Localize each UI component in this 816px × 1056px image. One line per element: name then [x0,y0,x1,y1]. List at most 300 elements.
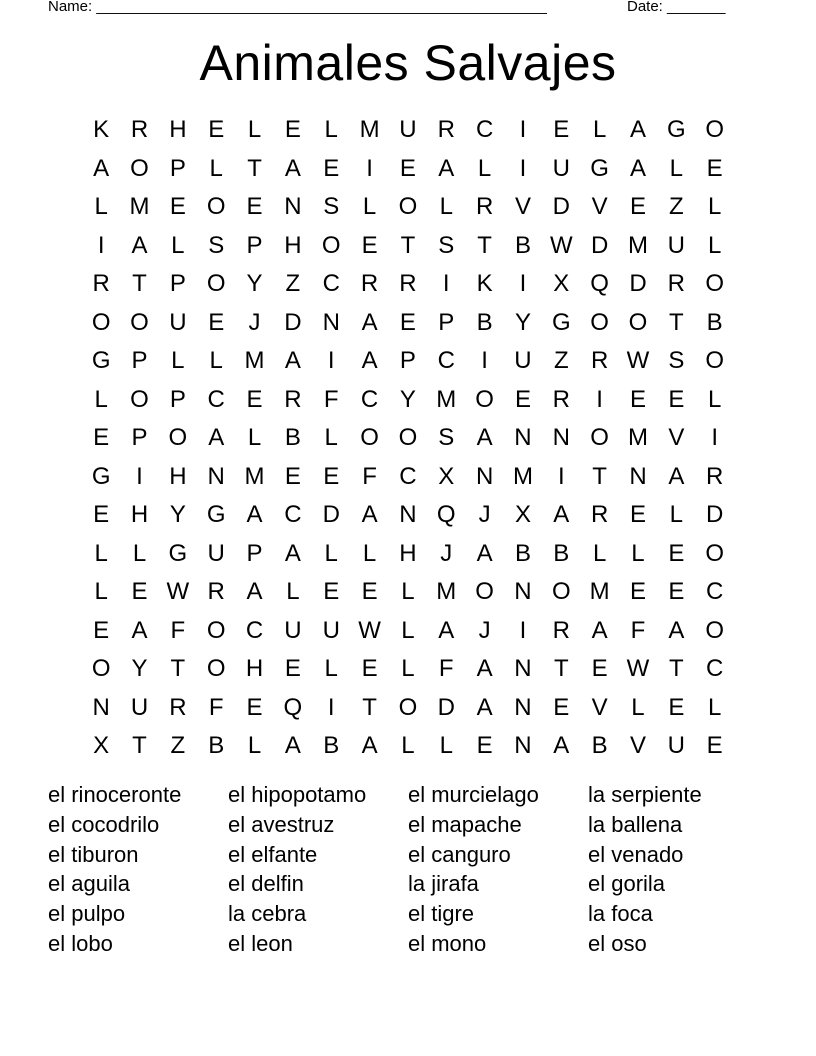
grid-letter: D [322,501,340,528]
grid-letter: E [629,385,646,413]
grid-letter: E [706,154,723,182]
grid-letter: L [631,693,645,721]
grid-letter: R [207,578,225,605]
grid-letter: N [207,462,225,490]
grid-letter: E [169,193,186,220]
grid-letter: E [361,231,378,259]
grid-row [82,573,734,612]
grid-letter: E [668,578,685,605]
word-list-item: el pulpo [48,901,126,927]
grid-letter: O [360,424,379,451]
grid-letter: P [246,231,263,259]
grid-letter: E [629,578,646,605]
word-list-item: el mono [408,930,487,956]
grid-letter: O [206,193,226,220]
grid-letter: L [324,539,338,567]
grid-letter: A [438,616,455,644]
grid-letter: P [246,539,263,567]
grid-letter: J [248,308,261,336]
grid-letter: X [93,732,110,759]
grid-letter: J [478,616,491,644]
grid-row [82,419,734,458]
grid-letter: K [476,270,493,297]
grid-letter: O [705,347,724,374]
grid-letter: E [668,539,685,567]
grid-letter: L [401,616,415,644]
grid-letter: C [322,270,340,297]
grid-letter: N [322,308,340,336]
grid-letter: G [91,347,111,374]
grid-letter: A [591,616,608,644]
grid-letter: N [514,424,532,451]
grid-letter: V [591,693,608,721]
grid-letter: V [591,193,608,220]
grid-letter: S [323,193,340,220]
grid-letter: A [668,462,685,490]
grid-letter: B [514,231,531,259]
grid-row [82,342,734,381]
word-list-item: el aguila [48,871,130,897]
grid-letter: T [553,655,569,682]
grid-letter: L [286,578,300,605]
grid-letter: O [475,578,494,605]
grid-letter: E [361,578,378,605]
grid-letter: T [477,231,492,259]
grid-letter: C [284,501,302,528]
grid-letter: H [245,655,264,682]
grid-letter: G [206,501,226,528]
grid-letter: W [626,655,650,682]
grid-letter: A [284,732,301,759]
grid-letter: R [360,270,379,297]
grid-letter: N [514,732,532,759]
grid-letter: D [437,693,455,721]
grid-letter: E [284,116,301,143]
grid-letter: A [668,616,685,644]
grid-letter: X [553,270,570,297]
grid-letter: P [131,424,148,451]
word-list-item: el gorila [588,871,666,897]
grid-letter: E [131,578,148,605]
word-list-item: el elfante [228,841,318,867]
grid-letter: T [400,231,416,259]
grid-letter: C [475,116,494,143]
grid-letter: A [361,732,378,759]
grid-row [82,227,734,266]
grid-letter: A [553,501,570,528]
grid-letter: U [514,347,532,374]
grid-letter: R [284,385,302,413]
grid-letter: L [247,116,262,143]
grid-letter: M [244,347,265,374]
grid-letter: L [94,539,108,567]
grid-letter: O [475,385,494,413]
grid-letter: V [629,732,646,759]
grid-letter: Y [514,308,531,336]
grid-letter: Y [131,655,148,682]
grid-letter: L [171,231,185,259]
word-list-item: el rinoceronte [48,782,182,807]
word-list-item: el venado [588,841,684,867]
grid-letter: F [208,693,224,721]
grid-row [82,650,734,689]
grid-letter: Y [246,270,263,297]
word-list-item: el murcielago [408,782,539,807]
grid-letter: B [591,732,608,759]
grid-letter: O [705,270,724,297]
grid-row [82,612,734,651]
grid-letter: I [442,270,450,297]
grid-letter: E [399,308,416,336]
grid-letter: L [707,231,722,259]
grid-letter: A [361,347,378,374]
grid-letter: O [398,424,418,451]
grid-letter: N [552,424,570,451]
grid-letter: R [706,462,724,490]
grid-letter: L [209,154,223,182]
word-list-item: el canguro [408,841,511,867]
word-list-item: el tigre [408,901,475,927]
grid-letter: O [590,424,609,451]
grid-letter: M [244,462,265,490]
word-list-item: el oso [588,930,647,956]
grid-letter: M [589,578,610,605]
grid-letter: Z [170,732,186,759]
grid-letter: M [627,231,648,259]
grid-letter: A [131,231,148,259]
grid-letter: L [439,193,453,220]
word-list-item: la ballena [588,811,683,837]
grid-letter: N [514,655,532,682]
grid-letter: G [590,154,609,182]
grid-letter: O [628,308,648,336]
grid-letter: A [476,539,493,567]
grid-row [82,381,734,420]
grid-letter: L [401,732,415,759]
grid-letter: T [132,270,147,297]
grid-letter: L [669,154,683,182]
grid-letter: Y [399,385,416,413]
grid-letter: E [208,308,225,336]
grid-letter: D [552,193,570,220]
grid-letter: R [130,116,149,143]
grid-letter: I [519,154,527,182]
grid-letter: I [366,154,373,182]
grid-letter: E [323,154,340,182]
grid-letter: R [590,347,609,374]
grid-letter: W [358,616,381,644]
grid-letter: Q [283,693,303,721]
grid-letter: L [362,539,377,567]
grid-letter: T [362,693,377,721]
grid-letter: R [667,270,685,297]
grid-letter: I [136,462,143,490]
grid-row [82,188,734,227]
grid-letter: F [170,616,186,644]
grid-letter: W [626,347,650,374]
grid-letter: O [130,385,149,413]
grid-letter: M [627,424,648,451]
grid-letter: D [706,501,724,528]
grid-letter: U [130,693,149,721]
word-list-item: la jirafa [408,871,479,897]
grid-letter: M [436,385,457,413]
grid-letter: I [519,270,527,297]
grid-letter: A [246,578,263,605]
grid-letter: L [94,578,108,605]
grid-letter: I [97,231,105,259]
word-list-item: el mapache [408,811,522,837]
grid-letter: M [436,578,457,605]
grid-letter: P [169,270,186,297]
grid-letter: C [706,655,724,682]
grid-letter: L [401,655,415,682]
grid-letter: E [629,193,646,220]
grid-letter: A [476,655,493,682]
grid-letter: L [631,539,645,567]
grid-letter: O [398,693,418,721]
grid-letter: U [284,616,302,644]
grid-letter: E [591,655,608,682]
grid-letter: R [399,270,417,297]
grid-row [82,150,734,189]
grid-letter: O [321,231,341,259]
word-list [48,780,768,959]
grid-letter: L [707,193,722,220]
grid-letter: R [169,693,187,721]
grid-letter: A [629,154,646,182]
word-list-item: la serpiente [588,782,702,807]
grid-letter: E [668,385,685,413]
grid-letter: E [93,501,110,528]
grid-letter: A [476,424,493,451]
grid-letter: L [592,539,607,567]
grid-letter: O [551,578,571,605]
grid-letter: L [324,424,338,451]
grid-letter: E [361,655,378,682]
grid-letter: C [437,347,455,374]
grid-letter: I [327,693,335,721]
grid-row [82,689,734,728]
grid-letter: E [629,501,646,528]
grid-letter: X [514,501,531,528]
grid-letter: M [359,116,380,143]
grid-letter: U [207,539,225,567]
grid-letter: R [437,116,455,143]
grid-letter: E [208,116,225,143]
grid-letter: L [247,732,262,759]
grid-letter: E [284,462,301,490]
grid-letter: L [324,116,338,143]
grid-letter: F [438,655,454,682]
grid-letter: E [553,693,570,721]
grid-letter: C [706,578,724,605]
grid-letter: E [668,693,685,721]
grid-letter: R [92,270,110,297]
grid-letter: T [170,655,186,682]
grid-letter: G [666,116,686,143]
word-list-item: el avestruz [228,811,335,837]
grid-letter: O [206,616,226,644]
grid-letter: N [475,462,494,490]
grid-letter: U [667,231,685,259]
grid-row [82,535,734,574]
grid-letter: T [592,462,607,490]
grid-letter: N [284,193,302,220]
grid-letter: L [477,154,492,182]
grid-letter: V [514,193,531,220]
grid-letter: A [629,116,646,143]
grid-letter: C [207,385,225,413]
grid-letter: L [401,578,415,605]
grid-letter: N [514,578,532,605]
grid-letter: E [399,154,416,182]
grid-letter: O [168,424,188,451]
grid-letter: N [399,501,417,528]
grid-letter: E [246,385,263,413]
grid-letter: E [323,578,340,605]
grid-letter: A [361,501,378,528]
grid-letter: B [284,424,301,451]
grid-letter: L [592,116,607,143]
grid-letter: L [132,539,147,567]
grid-row [82,727,734,766]
grid-letter: N [514,693,532,721]
grid-letter: U [169,308,187,336]
grid-letter: O [705,539,724,567]
grid-row [82,111,734,150]
grid-letter: L [94,385,108,413]
grid-letter: I [519,116,527,143]
grid-letter: A [208,424,225,451]
word-list-item: el hipopotamo [228,782,367,807]
grid-letter: C [360,385,379,413]
grid-row [82,496,734,535]
word-search-grid [82,111,734,766]
grid-letter: O [130,308,149,336]
grid-letter: A [246,501,263,528]
grid-letter: E [706,732,723,759]
grid-letter: B [514,539,531,567]
grid-letter: I [519,616,527,644]
grid-letter: E [553,116,570,143]
grid-letter: L [247,424,262,451]
grid-letter: J [478,501,491,528]
grid-letter: L [669,501,683,528]
word-list-item: la cebra [228,901,307,927]
grid-letter: L [209,347,223,374]
grid-letter: F [362,462,377,490]
grid-letter: O [91,308,111,336]
grid-letter: D [590,231,609,259]
name-field-label: Name: ______________________________________________________ [48,0,547,15]
grid-letter: O [206,270,226,297]
word-list-item: el leon [228,930,293,956]
grid-letter: I [481,347,488,374]
grid-letter: J [440,539,453,567]
grid-letter: E [476,732,493,759]
grid-letter: O [705,116,724,143]
grid-letter: A [284,154,301,182]
grid-letter: R [590,501,609,528]
grid-letter: Z [668,193,684,220]
grid-letter: O [705,616,724,644]
grid-letter: P [169,385,186,413]
grid-letter: E [323,462,340,490]
page-title: Animales Salvajes [199,35,617,91]
grid-letter: T [132,732,147,759]
grid-letter: Z [285,270,301,297]
grid-letter: I [711,424,718,451]
grid-letter: U [322,616,340,644]
grid-letter: B [208,732,225,759]
grid-letter: S [668,347,685,374]
grid-letter: A [438,154,455,182]
grid-row [82,304,734,343]
grid-letter: G [551,308,571,336]
grid-letter: A [131,616,148,644]
grid-letter: O [590,308,609,336]
word-list-item: el delfin [228,871,304,897]
grid-letter: A [553,732,570,759]
grid-letter: D [629,270,647,297]
grid-letter: A [93,154,110,182]
grid-letter: E [246,693,263,721]
word-list-item: la foca [588,901,653,927]
grid-letter: X [438,462,455,490]
grid-letter: R [552,616,570,644]
grid-letter: F [323,385,339,413]
grid-letter: O [398,193,418,220]
grid-letter: U [552,154,570,182]
grid-letter: B [553,539,570,567]
grid-letter: E [284,655,301,682]
grid-letter: I [557,462,565,490]
grid-letter: O [206,655,226,682]
grid-letter: L [94,193,108,220]
grid-letter: N [629,462,647,490]
grid-letter: H [399,539,417,567]
grid-letter: C [245,616,264,644]
grid-row [82,458,734,497]
grid-letter: P [169,154,186,182]
grid-letter: L [324,655,338,682]
grid-letter: P [438,308,455,336]
grid-letter: E [514,385,531,413]
grid-letter: R [552,385,570,413]
grid-letter: U [667,732,685,759]
grid-letter: K [93,116,110,143]
grid-letter: S [438,424,455,451]
grid-letter: T [247,154,262,182]
grid-letter: I [327,347,335,374]
grid-letter: T [668,655,684,682]
grid-letter: L [171,347,185,374]
grid-letter: M [129,193,150,220]
grid-letter: G [91,462,111,490]
grid-letter: D [284,308,302,336]
word-list-item: el lobo [48,930,113,956]
grid-letter: H [284,231,302,259]
grid-row [82,265,734,304]
grid-letter: L [362,193,377,220]
grid-letter: H [130,501,149,528]
grid-letter: Q [590,270,609,297]
grid-letter: C [399,462,417,490]
grid-letter: B [706,308,723,336]
grid-letter: I [596,385,603,413]
grid-letter: N [92,693,110,721]
